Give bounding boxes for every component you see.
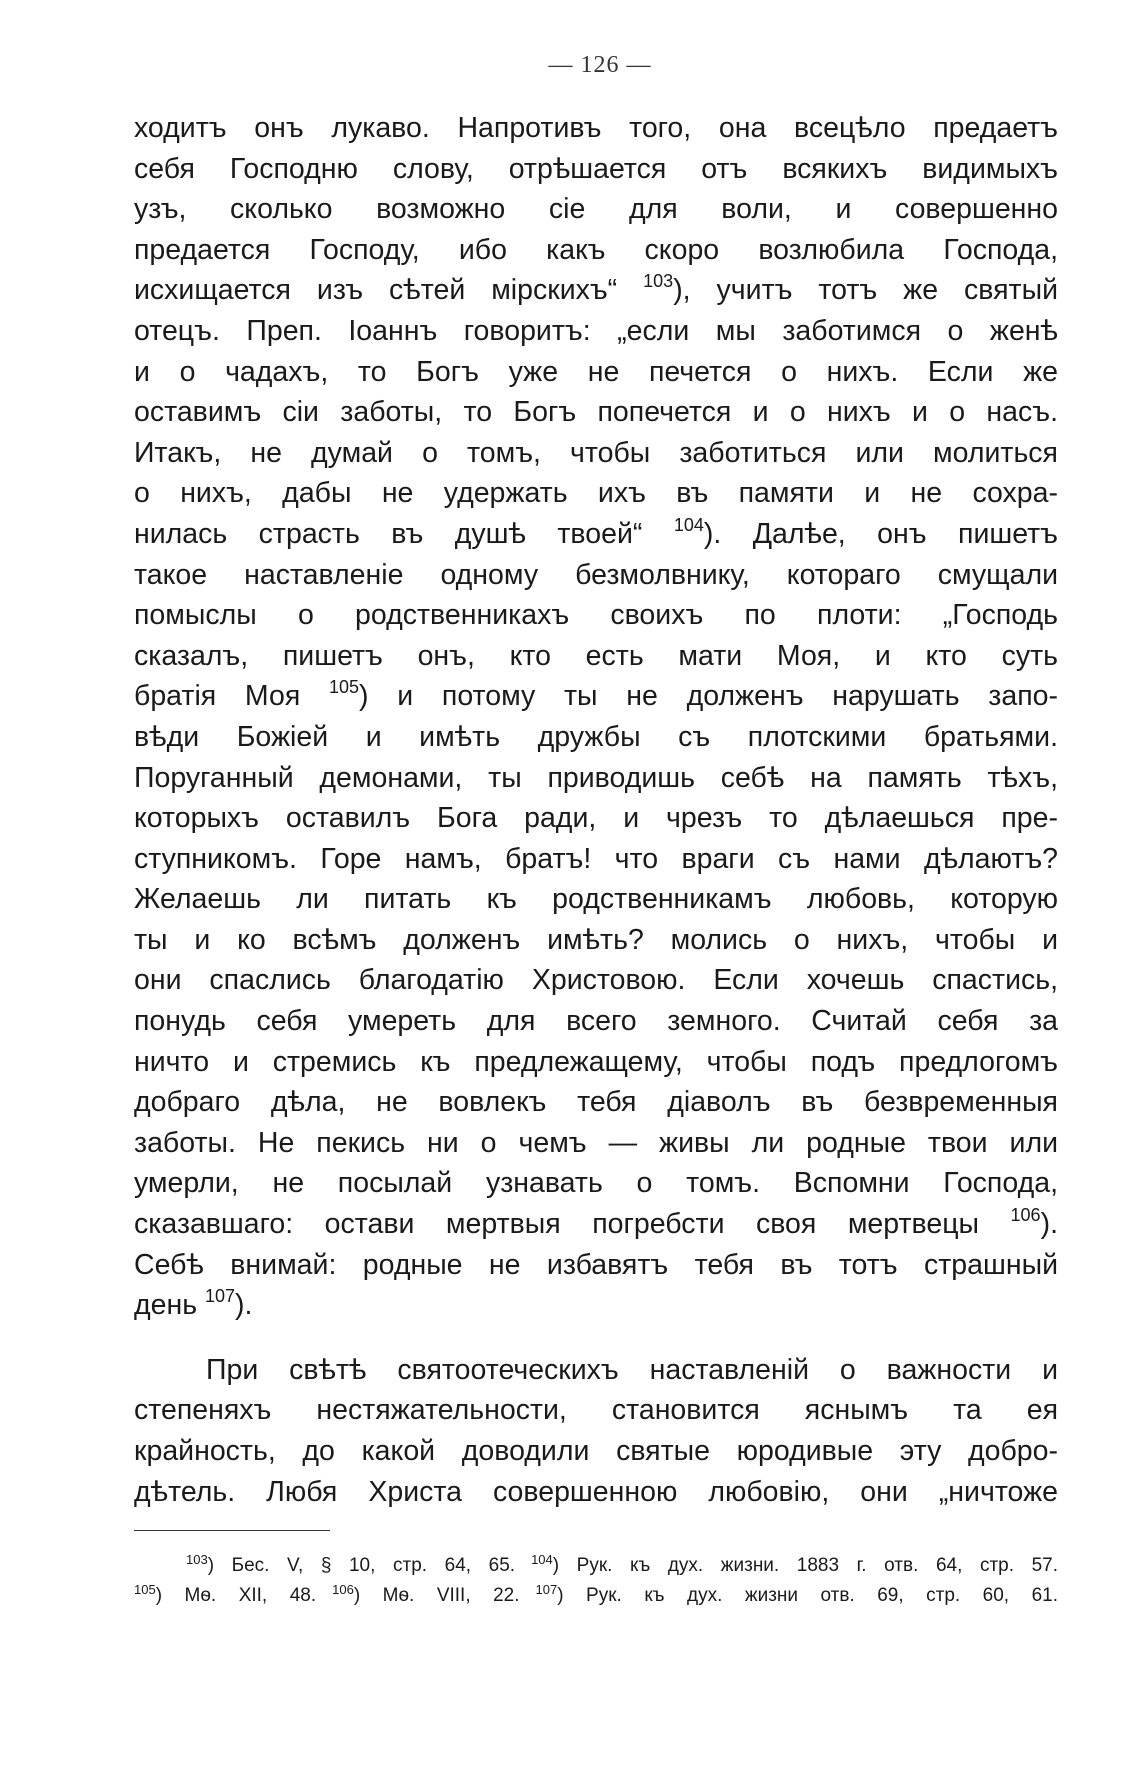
footnote-text: ) Рук. къ дух. жизни. 1883 г. отв. 64, стр. 57.	[552, 1555, 1058, 1576]
line-text: сказавшаго: остави мертвыя погребсти своя мертвецы	[134, 1208, 1011, 1241]
text-line	[134, 1285, 1058, 1326]
text-line	[134, 270, 1058, 311]
line-text: исхищается изъ сѣтей мірскихъ“	[134, 274, 644, 307]
text-line: степеняхъ нестяжательности, становится яснымъ та ея	[134, 1394, 1058, 1427]
footnote-item	[535, 1582, 1058, 1606]
footnote-marker: 106	[1010, 1205, 1041, 1226]
footnote-item	[134, 1582, 317, 1606]
paragraph-2	[134, 1350, 1058, 1512]
text-line: о нихъ, дабы не удержать ихъ въ памяти и не сохра-	[134, 477, 1058, 510]
footnote-text: ) Рук. къ дух. жизни отв. 69, стр. 60, 61.	[557, 1585, 1058, 1606]
text-line: понудь себя умереть для всего земного. Считай себя за	[134, 1005, 1058, 1038]
text-line: ходитъ онъ лукаво. Напротивъ того, она всецѣло предаетъ	[134, 112, 1058, 144]
text-line: Итакъ, не думай о томъ, чтобы заботиться или молиться	[134, 436, 1058, 469]
text-line: вѣди Божіей и имѣть дружбы съ плотскими братьями.	[134, 720, 1058, 753]
page-number: — 126 —	[548, 52, 652, 78]
text-line: Поруганный демонами, ты приводишь себѣ на память тѣхъ,	[134, 761, 1058, 794]
text-line: ступникомъ. Горе намъ, братъ! что враги съ нами дѣлаютъ?	[134, 842, 1058, 875]
footnote-marker: 107	[205, 1286, 236, 1307]
text-line: Желаешь ли питать къ родственникамъ любовь, которую	[134, 883, 1058, 916]
line-text: ), учитъ тотъ же святый	[673, 274, 1058, 307]
text-line: себя Господню слову, отрѣшается отъ всякихъ видимыхъ	[134, 152, 1058, 185]
text-line: такое наставленіе одному безмолвнику, котораго смущали	[134, 558, 1058, 591]
footnote-separator	[134, 1530, 330, 1531]
footnote-number: 107	[535, 1582, 558, 1597]
text-line: они спаслись благодатію Христовою. Если хочешь спастись,	[134, 964, 1058, 997]
line-text: ) и потому ты не долженъ нарушать запо-	[359, 680, 1058, 713]
text-line: ничто и стремись къ предлежащему, чтобы подъ предлогомъ	[134, 1045, 1058, 1078]
footnotes	[134, 1551, 1058, 1611]
footnote-marker: 104	[673, 514, 704, 535]
text-line: которыхъ оставилъ Бога ради, и чрезъ то дѣлаешься пре-	[134, 802, 1058, 835]
text-line: При свѣтѣ святоотеческихъ наставленій о важности и	[206, 1353, 1058, 1386]
text-line: и о чадахъ, то Богъ уже не печется о нихъ. Если же	[134, 355, 1058, 388]
text-line: предается Господу, ибо какъ скоро возлюбила Господа,	[134, 233, 1058, 266]
text-line	[134, 676, 1058, 717]
line-text: ). Далѣе, онъ пишетъ	[703, 517, 1058, 550]
text-line	[134, 1204, 1058, 1245]
line-text: ).	[1040, 1208, 1058, 1241]
footnote-text: ) Мѳ. XII, 48.	[155, 1585, 317, 1606]
footnote-number: 105	[134, 1582, 156, 1597]
text-line: Себѣ внимай: родные не избавятъ тебя въ тотъ страшный	[134, 1248, 1058, 1281]
text-line: отецъ. Преп. Іоаннъ говоритъ: „если мы заботимся о женѣ	[134, 314, 1058, 347]
text-line	[134, 514, 1058, 555]
line-text: ).	[235, 1289, 253, 1322]
footnote-item	[531, 1552, 1058, 1576]
footnote-number: 103	[186, 1552, 208, 1567]
footnote-number: 106	[332, 1582, 354, 1597]
footnote-line	[134, 1551, 1058, 1581]
footnote-line	[134, 1581, 1058, 1611]
text-line: крайность, до какой доводили святые юродивые эту добро-	[134, 1435, 1058, 1467]
paragraph-1	[134, 108, 1058, 1326]
text-line: добраго дѣла, не вовлекъ тебя діаволъ въ безвременныя	[134, 1086, 1058, 1119]
footnote-marker: 103	[643, 271, 674, 292]
text-line: оставимъ сіи заботы, то Богъ попечется и о нихъ и о насъ.	[134, 396, 1058, 429]
paragraph-gap	[134, 1326, 1058, 1350]
footnote-item	[332, 1582, 520, 1606]
line-text: день	[134, 1289, 205, 1322]
footnote-number: 104	[531, 1552, 553, 1567]
text-line: умерли, не посылай узнавать о томъ. Вспомни Господа,	[134, 1167, 1058, 1200]
text-line: заботы. Не пекись ни о чемъ — живы ли родные твои или	[134, 1126, 1058, 1159]
text-line: ты и ко всѣмъ долженъ имѣть? молись о нихъ, чтобы и	[134, 923, 1058, 956]
footnote-item	[186, 1552, 516, 1576]
text-line: помыслы о родственникахъ своихъ по плоти: „Господь	[134, 599, 1058, 632]
text-line: узъ, сколько возможно сіе для воли, и совершенно	[134, 193, 1058, 226]
main-text	[134, 108, 1058, 1512]
footnote-text: ) Бес. V, § 10, стр. 64, 65.	[207, 1555, 516, 1576]
footnote-marker: 105	[329, 677, 360, 698]
footnote-text: ) Мѳ. VIII, 22.	[353, 1585, 520, 1606]
line-text: братія Моя	[134, 680, 329, 713]
text-line: дѣтель. Любя Христа совершенною любовію, они „ничтоже	[134, 1475, 1058, 1508]
text-line: сказалъ, пишетъ онъ, кто есть мати Моя, и кто суть	[134, 639, 1058, 672]
line-text: нилась страсть въ душѣ твоей“	[134, 517, 674, 550]
